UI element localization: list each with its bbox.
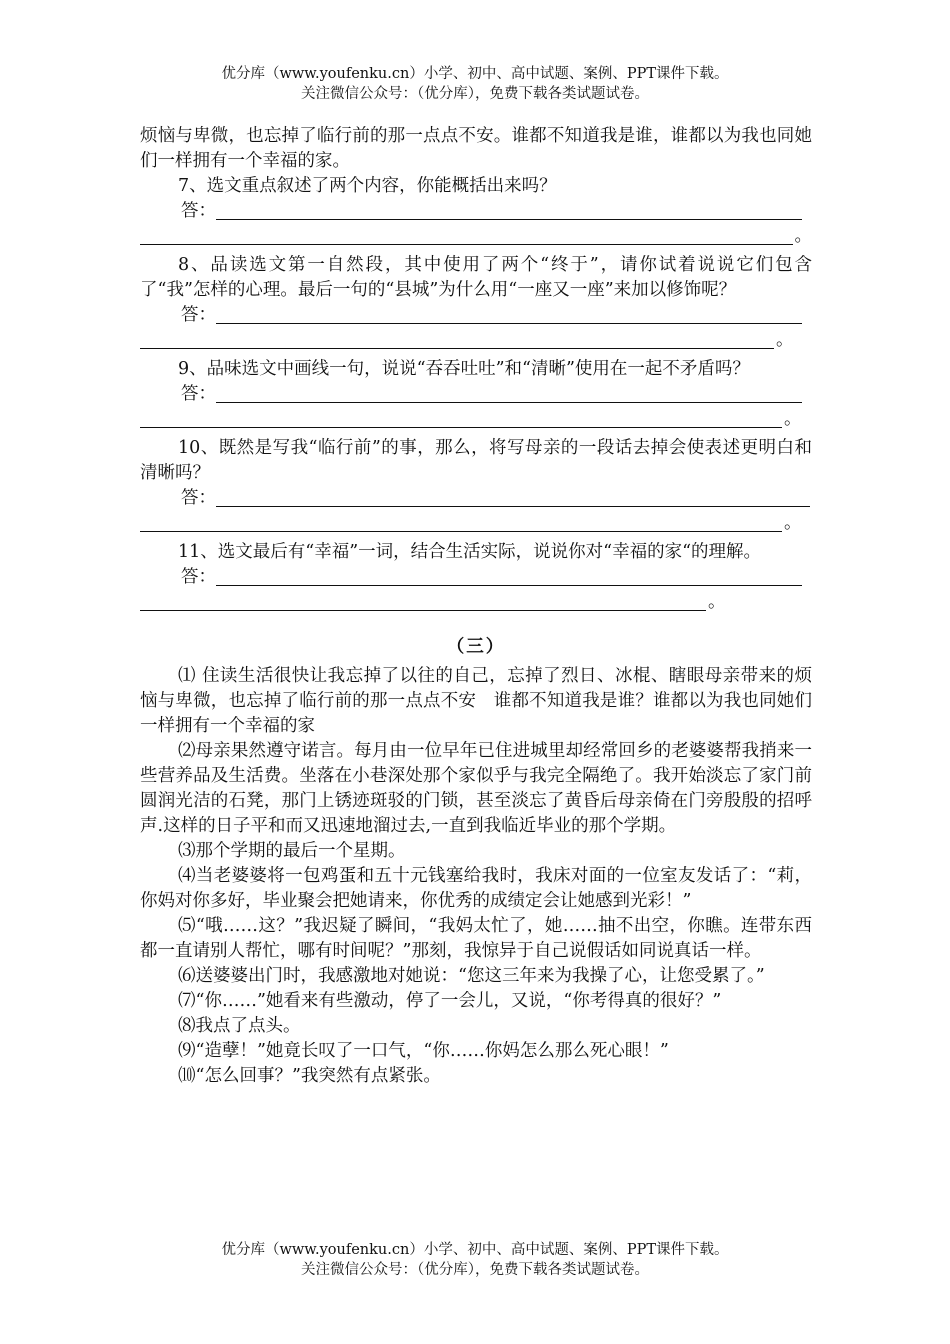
answer-label: 答： bbox=[181, 305, 216, 325]
answer-label: 答： bbox=[181, 201, 216, 221]
answer-line-10b bbox=[140, 511, 812, 536]
answer-blank[interactable] bbox=[216, 489, 810, 507]
answer-blank[interactable] bbox=[216, 202, 802, 220]
answer-blank[interactable] bbox=[216, 385, 802, 403]
answer-line-9 bbox=[140, 382, 812, 407]
page-header bbox=[0, 64, 950, 104]
page-footer bbox=[0, 1240, 950, 1280]
answer-line-11b bbox=[140, 590, 812, 615]
answer-line-8 bbox=[140, 303, 812, 328]
period-mark: 。 bbox=[708, 592, 726, 612]
question-10: 10、既然是写我“临行前”的事，那么，将写母亲的一段话去掉会使表述更明白和清晰吗？ bbox=[140, 438, 812, 483]
header-line-1: 优分库（www.youfenku.cn）小学、初中、高中试题、案例、PPT课件下载。 bbox=[221, 66, 729, 82]
paragraph: ⑶那个学期的最后一个星期。 bbox=[178, 841, 406, 861]
answer-blank[interactable] bbox=[216, 568, 802, 586]
paragraph: ⑸“哦……这？”我迟疑了瞬间，“我妈太忙了，她……抽不出空，你瞧。连带东西都一直请别人帮忙，哪有时间呢？”那刻，我惊异于自己说假话如同说真话一样。 bbox=[140, 916, 812, 961]
intro-text: 烦恼与卑微，也忘掉了临行前的那一点点不安。谁都不知道我是谁，谁都以为我也同她们一样拥有一个幸福的家。 bbox=[140, 126, 812, 171]
footer-line-1: 优分库（www.youfenku.cn）小学、初中、高中试题、案例、PPT课件下载。 bbox=[221, 1242, 729, 1258]
answer-label: 答： bbox=[181, 488, 216, 508]
answer-line-7 bbox=[140, 199, 812, 224]
answer-blank[interactable] bbox=[140, 227, 793, 245]
answer-line-7b bbox=[140, 224, 812, 249]
section-title: （三） bbox=[446, 637, 506, 657]
period-mark: 。 bbox=[776, 330, 794, 350]
period-mark: 。 bbox=[784, 513, 802, 533]
answer-line-9b bbox=[140, 407, 812, 432]
period-mark: 。 bbox=[794, 226, 812, 246]
paragraph: ⑹送婆婆出门时，我感激地对她说：“您这三年来为我操了心，让您受累了。” bbox=[178, 966, 765, 986]
answer-blank[interactable] bbox=[216, 306, 802, 324]
paragraph: ⑼“造孽！”她竟长叹了一口气，“你……你妈怎么那么死心眼！” bbox=[178, 1041, 669, 1061]
answer-blank[interactable] bbox=[140, 593, 706, 611]
answer-label: 答： bbox=[181, 567, 216, 587]
question-7: 7、选文重点叙述了两个内容，你能概括出来吗？ bbox=[178, 176, 557, 196]
answer-blank[interactable] bbox=[140, 514, 782, 532]
header-line-2: 关注微信公众号：（优分库），免费下载各类试题试卷。 bbox=[301, 86, 649, 102]
paragraph: ⑽“怎么回事？”我突然有点紧张。 bbox=[178, 1066, 441, 1086]
answer-blank[interactable] bbox=[140, 331, 774, 349]
paragraph: ⑴ 住读生活很快让我忘掉了以往的自己，忘掉了烈日、冰棍、瞎眼母亲带来的烦恼与卑微，也忘掉了临行前的那一点点不安 谁都不知道我是谁？谁都以为我也同她们一样拥有一个幸福的家 bbox=[140, 666, 812, 736]
question-9: 9、品味选文中画线一句，说说“吞吞吐吐”和“清晰”使用在一起不矛盾吗？ bbox=[178, 359, 750, 379]
paragraph: ⑵母亲果然遵守诺言。每月由一位早年已住进城里却经常回乡的老婆婆帮我捎来一些营养品及生活费。坐落在小巷深处那个家似乎与我完全隔绝了。我开始淡忘了家门前圆润光洁的石凳，那门上锈迹斑驳的门锁，甚至淡忘了黄昏后母亲倚在门旁殷殷的招呼声.这样的日子平和而又迅速地溜过去,一直到我临近毕业的那个学期。 bbox=[140, 741, 812, 836]
question-11: 11、选文最后有“幸福”一词，结合生活实际，说说你对“幸福的家“的理解。 bbox=[178, 542, 762, 562]
period-mark: 。 bbox=[784, 409, 802, 429]
answer-line-10 bbox=[140, 486, 812, 511]
answer-line-8b bbox=[140, 328, 812, 353]
answer-label: 答： bbox=[181, 384, 216, 404]
footer-line-2: 关注微信公众号：（优分库），免费下载各类试题试卷。 bbox=[301, 1262, 649, 1278]
document-body bbox=[140, 124, 812, 1089]
answer-blank[interactable] bbox=[140, 410, 782, 428]
paragraph: ⑺“你……”她看来有些激动，停了一会儿，又说，“你考得真的很好？” bbox=[178, 991, 722, 1011]
question-8: 8、品读选文第一自然段，其中使用了两个“终于”，请你试着说说它们包含了“我”怎样的心理。最后一句的“县城”为什么用“一座又一座”来加以修饰呢？ bbox=[140, 255, 812, 300]
answer-line-11 bbox=[140, 565, 812, 590]
paragraph: ⑷当老婆婆将一包鸡蛋和五十元钱塞给我时，我床对面的一位室友发话了：“莉，你妈对你多好，毕业聚会把她请来，你优秀的成绩定会让她感到光彩！” bbox=[140, 866, 812, 911]
paragraph: ⑻我点了点头。 bbox=[178, 1016, 301, 1036]
